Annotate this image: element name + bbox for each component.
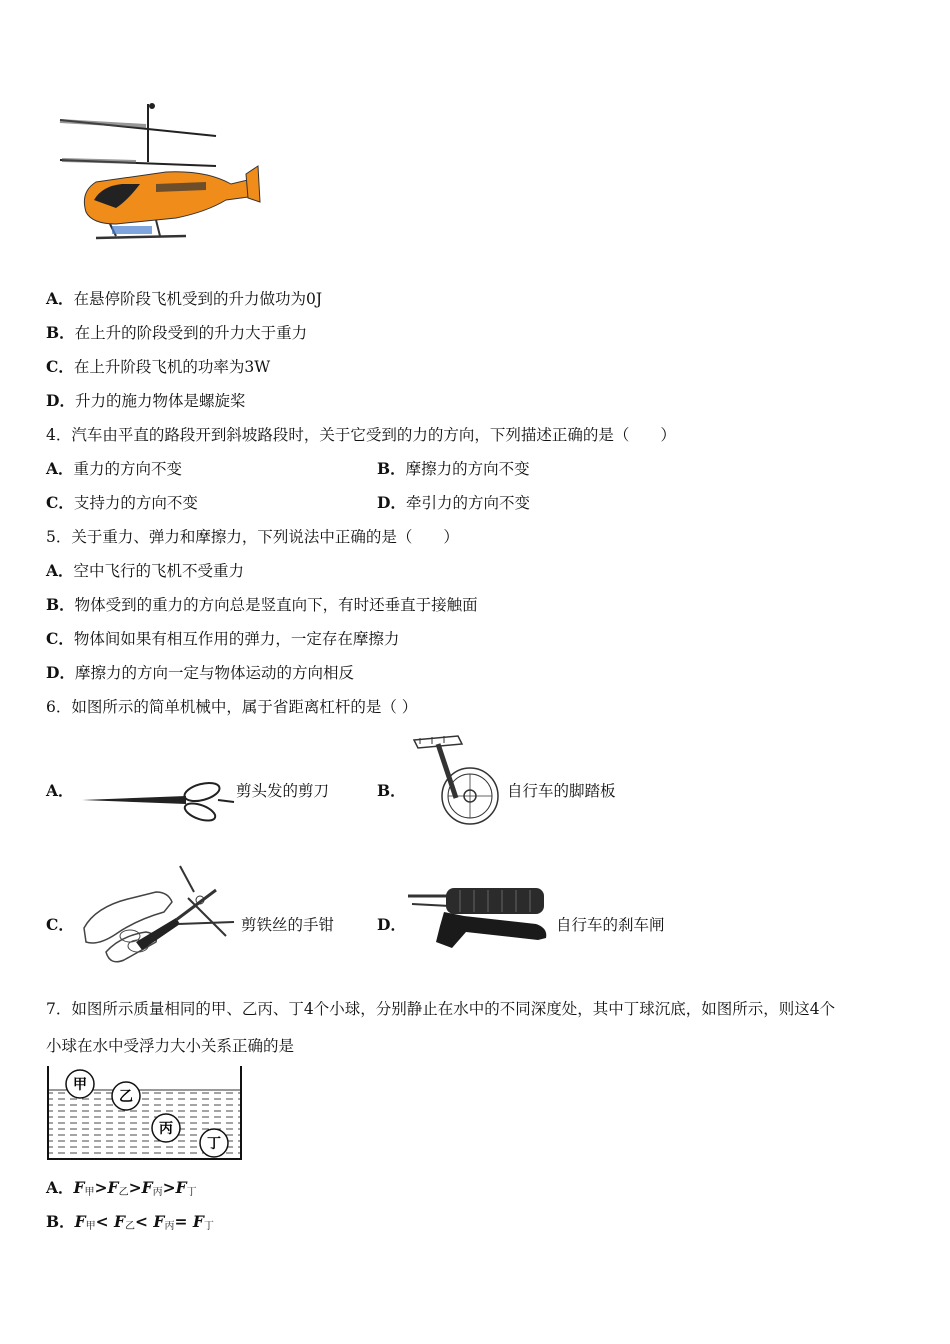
q5-option-b bbox=[46, 593, 478, 615]
q6-option-d-caption: 自行车的刹车闸 bbox=[556, 916, 665, 934]
force-symbol: F bbox=[141, 1178, 153, 1197]
q7-option-b bbox=[46, 1210, 214, 1232]
ball-jia-label: 甲 bbox=[73, 1077, 87, 1093]
subscript: 丙 bbox=[164, 1221, 175, 1232]
force-symbol: F bbox=[73, 1178, 85, 1197]
subscript: 乙 bbox=[118, 1187, 129, 1198]
subscript: 丁 bbox=[186, 1187, 197, 1198]
ball-ding bbox=[200, 1129, 228, 1157]
operator: > bbox=[128, 1178, 142, 1197]
ball-yi bbox=[112, 1082, 140, 1110]
option-text: 牵引力的方向不变 bbox=[405, 494, 530, 512]
option-label: C． bbox=[46, 493, 74, 512]
subscript: 丙 bbox=[152, 1187, 163, 1198]
q6-stem: 6．如图所示的简单机械中，属于省距离杠杆的是（ ） bbox=[46, 698, 418, 716]
force-symbol: F bbox=[153, 1212, 165, 1231]
ball-jia bbox=[66, 1070, 94, 1098]
operator: = bbox=[174, 1212, 193, 1231]
q3-option-a bbox=[46, 287, 322, 309]
q5-option-c bbox=[46, 627, 399, 649]
option-text: 重力的方向不变 bbox=[73, 460, 183, 478]
subscript: 乙 bbox=[125, 1221, 136, 1232]
option-label: B． bbox=[377, 459, 406, 478]
operator: < bbox=[135, 1212, 154, 1231]
option-label: D． bbox=[46, 663, 75, 682]
option-label: B． bbox=[46, 595, 75, 614]
q6-option-b-caption: 自行车的脚踏板 bbox=[507, 782, 616, 800]
operator: < bbox=[95, 1212, 115, 1231]
q4-option-c bbox=[46, 491, 198, 513]
q3-option-c bbox=[46, 355, 270, 377]
option-text: 空中飞行的飞机不受重力 bbox=[73, 562, 245, 580]
ball-yi-label: 乙 bbox=[119, 1089, 133, 1105]
q7-option-a bbox=[46, 1176, 197, 1198]
force-symbol: F bbox=[107, 1178, 119, 1197]
option-text: 在悬停阶段飞机受到的升力做功为0J bbox=[73, 290, 323, 308]
ball-bing bbox=[152, 1114, 180, 1142]
ball-bing-label: 丙 bbox=[159, 1121, 173, 1137]
q5-stem: 5．关于重力、弹力和摩擦力，下列说法中正确的是（ ） bbox=[46, 528, 459, 546]
q6-option-c-caption: 剪铁丝的手钳 bbox=[241, 916, 335, 934]
helicopter-figure bbox=[56, 100, 266, 250]
option-text: 在上升的阶段受到的升力大于重力 bbox=[74, 324, 308, 342]
q4-option-a bbox=[46, 457, 182, 479]
option-label: B． bbox=[46, 1212, 75, 1231]
q3-option-d bbox=[46, 389, 245, 411]
option-text: 物体受到的重力的方向总是竖直向下，有时还垂直于接触面 bbox=[74, 596, 478, 614]
option-label: A． bbox=[46, 289, 74, 308]
option-label: A． bbox=[46, 1178, 74, 1197]
option-text: 物体间如果有相互作用的弹力，一定存在摩擦力 bbox=[73, 630, 400, 648]
operator: > bbox=[94, 1178, 108, 1197]
q7-stem-line1: 7．如图所示质量相同的甲、乙丙、丁4个小球，分别静止在水中的不同深度处，其中丁球沉底，如图所示，则这4个 bbox=[46, 1000, 836, 1018]
q4-option-d bbox=[377, 491, 530, 513]
force-symbol: F bbox=[74, 1212, 86, 1231]
q3-option-b bbox=[46, 321, 307, 343]
option-label: A． bbox=[46, 459, 74, 478]
wire-pliers-figure bbox=[76, 862, 242, 970]
q7-stem-line2: 小球在水中受浮力大小关系正确的是 bbox=[46, 1037, 295, 1055]
option-label: D． bbox=[377, 493, 406, 512]
option-text: 摩擦力的方向一定与物体运动的方向相反 bbox=[74, 664, 354, 682]
option-text: 支持力的方向不变 bbox=[73, 494, 198, 512]
subscript: 丁 bbox=[203, 1221, 214, 1232]
q6-option-a-caption: 剪头发的剪刀 bbox=[236, 782, 330, 800]
force-symbol: F bbox=[192, 1212, 204, 1231]
option-text: 升力的施力物体是螺旋桨 bbox=[74, 392, 246, 410]
operator: > bbox=[162, 1178, 176, 1197]
option-label: C． bbox=[46, 357, 74, 376]
q5-option-a bbox=[46, 559, 244, 581]
option-label: C． bbox=[46, 629, 74, 648]
hair-scissors-figure bbox=[78, 776, 238, 826]
q4-option-b bbox=[377, 457, 530, 479]
bicycle-pedal-figure bbox=[408, 730, 508, 830]
option-text: 在上升阶段飞机的功率为3W bbox=[73, 358, 271, 376]
q6-option-a-label: A． bbox=[46, 781, 74, 800]
subscript: 甲 bbox=[85, 1221, 96, 1232]
q6-option-d-label: D． bbox=[377, 915, 406, 934]
option-label: B． bbox=[46, 323, 75, 342]
brake-lever-figure bbox=[406, 882, 552, 954]
force-symbol: F bbox=[175, 1178, 187, 1197]
subscript: 甲 bbox=[84, 1187, 95, 1198]
option-label: D． bbox=[46, 391, 75, 410]
option-text: 摩擦力的方向不变 bbox=[405, 460, 530, 478]
q6-option-b-label: B． bbox=[377, 781, 406, 800]
force-symbol: F bbox=[114, 1212, 126, 1231]
q5-option-d bbox=[46, 661, 354, 683]
water-container-figure bbox=[46, 1066, 244, 1162]
q6-option-c-label: C． bbox=[46, 915, 74, 934]
ball-ding-label: 丁 bbox=[207, 1136, 221, 1152]
option-label: A． bbox=[46, 561, 74, 580]
q4-stem: 4．汽车由平直的路段开到斜坡路段时，关于它受到的力的方向，下列描述正确的是（ ） bbox=[46, 426, 676, 444]
